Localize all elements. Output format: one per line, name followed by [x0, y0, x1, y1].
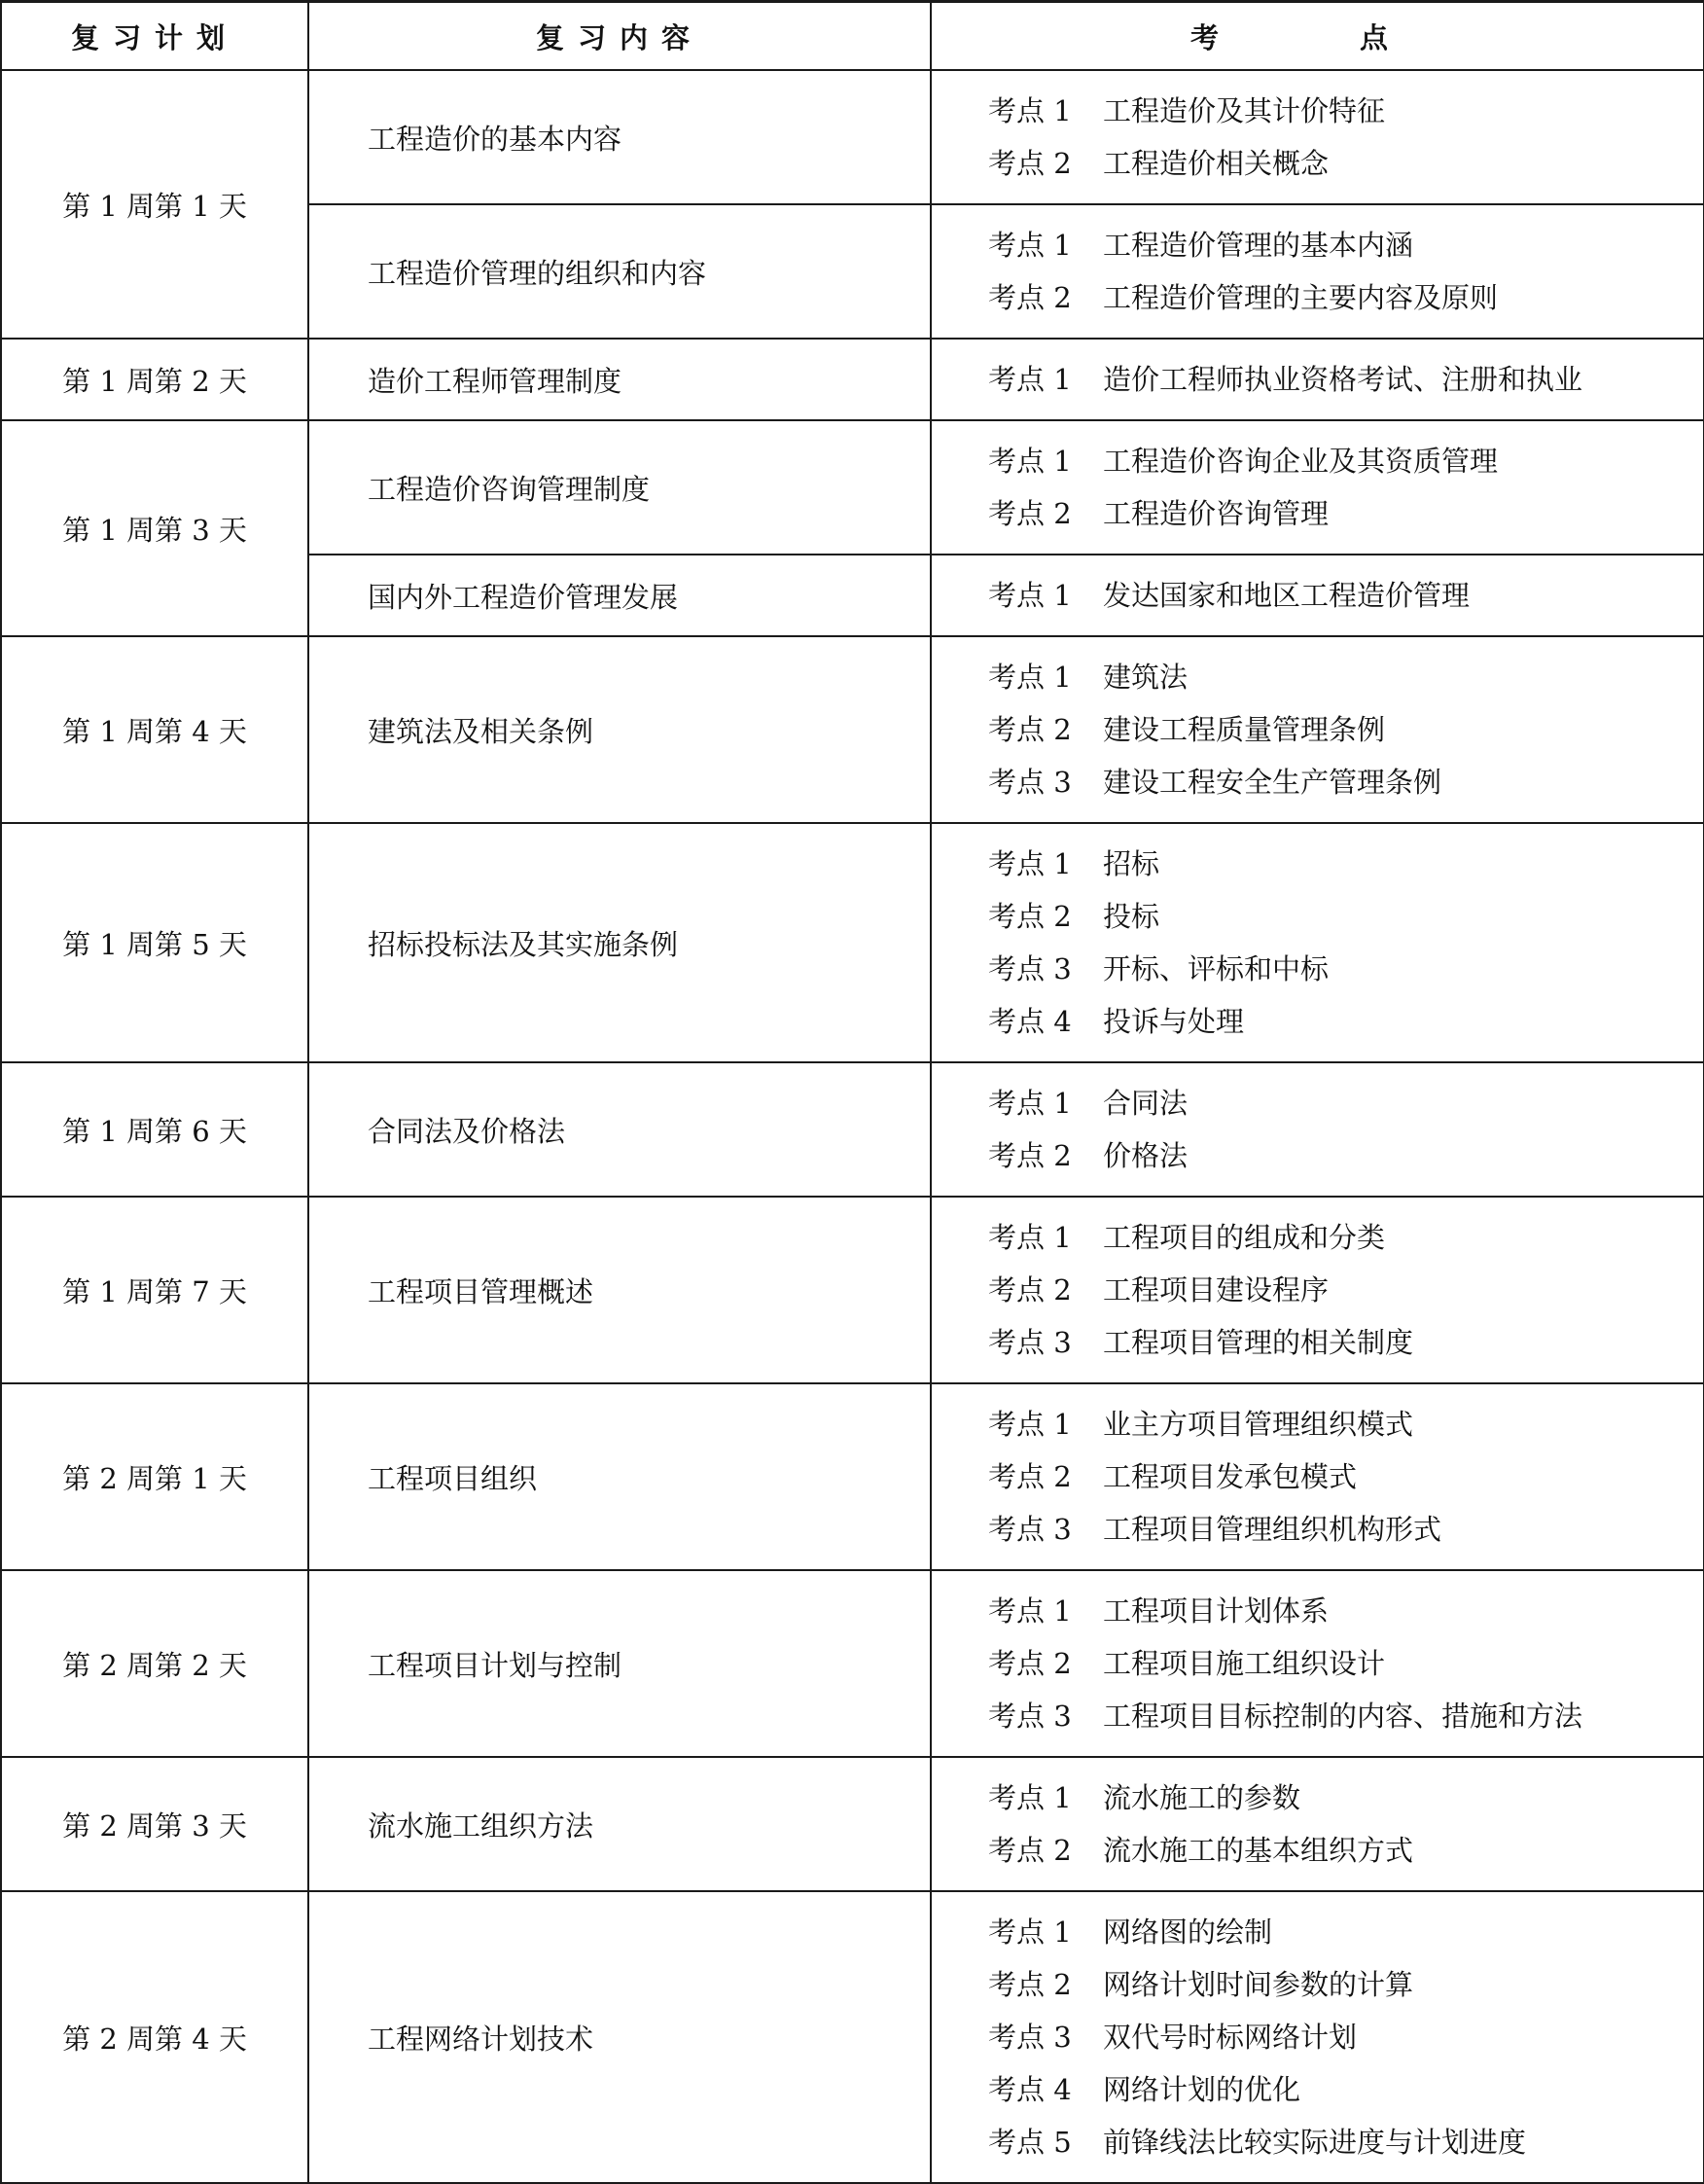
- plan-cell: 第 1 周第 1 天: [1, 70, 308, 339]
- exam-point-text: 建筑法: [1103, 661, 1189, 694]
- plan-cell: 第 2 周第 2 天: [1, 1570, 308, 1757]
- header-plan: 复习计划: [1, 2, 308, 71]
- exam-point-text: 工程造价相关概念: [1103, 147, 1330, 180]
- plan-cell: 第 1 周第 5 天: [1, 823, 308, 1062]
- exam-point: [988, 353, 1703, 406]
- points-cell: [931, 1197, 1704, 1383]
- exam-point-text: 建设工程质量管理条例: [1103, 713, 1386, 746]
- exam-point: [988, 2011, 1703, 2063]
- points-cell: [931, 555, 1704, 636]
- points-cell: [931, 1757, 1704, 1891]
- content-cell: 合同法及价格法: [308, 1062, 931, 1197]
- exam-point-label: 考点 3: [988, 2021, 1072, 2054]
- plan-cell: 第 1 周第 7 天: [1, 1197, 308, 1383]
- exam-point: [988, 435, 1703, 487]
- exam-point-text: 工程造价咨询企业及其资质管理: [1103, 445, 1499, 478]
- plan-cell: 第 1 周第 4 天: [1, 636, 308, 823]
- exam-point: [988, 1398, 1703, 1450]
- exam-point-text: 流水施工的基本组织方式: [1103, 1834, 1414, 1867]
- exam-point-text: 前锋线法比较实际进度与计划进度: [1103, 2126, 1527, 2159]
- content-cell: 工程造价咨询管理制度: [308, 420, 931, 555]
- exam-point: [988, 569, 1703, 622]
- exam-point-label: 考点 1: [988, 229, 1072, 262]
- exam-point: [988, 1906, 1703, 1958]
- exam-point-label: 考点 4: [988, 2073, 1072, 2106]
- exam-point: [988, 1772, 1703, 1824]
- points-cell: [931, 1891, 1704, 2183]
- exam-point-label: 考点 1: [988, 579, 1072, 612]
- exam-point: [988, 1211, 1703, 1264]
- exam-point: [988, 995, 1703, 1048]
- exam-point-text: 合同法: [1103, 1087, 1189, 1120]
- content-cell: 建筑法及相关条例: [308, 636, 931, 823]
- table-row: [1, 1197, 1704, 1383]
- exam-point-text: 投诉与处理: [1103, 1005, 1245, 1038]
- exam-point-text: 造价工程师执业资格考试、注册和执业: [1103, 363, 1583, 396]
- exam-point: [988, 1503, 1703, 1556]
- exam-point-text: 网络图的绘制: [1103, 1915, 1273, 1949]
- exam-point-label: 考点 1: [988, 1594, 1072, 1628]
- exam-point-text: 工程项目管理的相关制度: [1103, 1326, 1414, 1359]
- exam-point: [988, 838, 1703, 890]
- exam-point-text: 工程项目建设程序: [1103, 1273, 1330, 1307]
- exam-point-label: 考点 2: [988, 147, 1072, 180]
- points-cell: [931, 1383, 1704, 1570]
- exam-point: [988, 219, 1703, 271]
- table-row: [1, 1891, 1704, 2183]
- plan-cell: 第 1 周第 6 天: [1, 1062, 308, 1197]
- exam-point-label: 考点 1: [988, 363, 1072, 396]
- exam-point-label: 考点 3: [988, 1700, 1072, 1733]
- exam-point-text: 工程造价及其计价特征: [1103, 94, 1386, 127]
- exam-point-text: 流水施工的参数: [1103, 1781, 1301, 1814]
- exam-point: [988, 1316, 1703, 1369]
- exam-point-text: 工程项目施工组织设计: [1103, 1647, 1386, 1680]
- exam-point-text: 招标: [1103, 847, 1160, 880]
- exam-point-label: 考点 2: [988, 1273, 1072, 1307]
- content-cell: 造价工程师管理制度: [308, 339, 931, 420]
- exam-point: [988, 1958, 1703, 2011]
- exam-point: [988, 703, 1703, 756]
- points-cell: [931, 823, 1704, 1062]
- exam-point: [988, 487, 1703, 540]
- exam-point-label: 考点 1: [988, 1408, 1072, 1441]
- exam-point-text: 价格法: [1103, 1139, 1189, 1172]
- exam-point-text: 建设工程安全生产管理条例: [1103, 766, 1442, 799]
- exam-point-text: 发达国家和地区工程造价管理: [1103, 579, 1471, 612]
- exam-point-text: 工程项目目标控制的内容、措施和方法: [1103, 1700, 1583, 1733]
- exam-point-label: 考点 3: [988, 766, 1072, 799]
- header-row: [1, 2, 1704, 71]
- exam-point-text: 开标、评标和中标: [1103, 952, 1330, 985]
- exam-point-label: 考点 1: [988, 445, 1072, 478]
- table-row: [1, 70, 1704, 204]
- exam-point: [988, 1824, 1703, 1877]
- exam-point-label: 考点 2: [988, 713, 1072, 746]
- exam-point: [988, 271, 1703, 324]
- exam-point-text: 双代号时标网络计划: [1103, 2021, 1358, 2054]
- exam-point: [988, 1264, 1703, 1316]
- table-row: [1, 1062, 1704, 1197]
- content-cell: 工程项目管理概述: [308, 1197, 931, 1383]
- exam-point: [988, 1450, 1703, 1503]
- table-row: [1, 1570, 1704, 1757]
- exam-point-label: 考点 5: [988, 2126, 1072, 2159]
- table-row: [1, 1383, 1704, 1570]
- exam-point-label: 考点 2: [988, 281, 1072, 314]
- header-content: 复习内容: [308, 2, 931, 71]
- exam-point-text: 工程造价管理的主要内容及原则: [1103, 281, 1499, 314]
- exam-point: [988, 2116, 1703, 2168]
- plan-cell: 第 2 周第 1 天: [1, 1383, 308, 1570]
- exam-point-label: 考点 3: [988, 952, 1072, 985]
- header-points: 考 点: [931, 2, 1704, 71]
- exam-point-text: 工程项目的组成和分类: [1103, 1221, 1386, 1254]
- exam-point: [988, 85, 1703, 137]
- exam-point: [988, 1690, 1703, 1742]
- exam-point-text: 工程造价咨询管理: [1103, 497, 1330, 530]
- content-cell: 国内外工程造价管理发展: [308, 555, 931, 636]
- exam-point-label: 考点 1: [988, 1781, 1072, 1814]
- content-cell: 工程项目组织: [308, 1383, 931, 1570]
- content-cell: 工程网络计划技术: [308, 1891, 931, 2183]
- exam-point-label: 考点 1: [988, 661, 1072, 694]
- exam-point: [988, 756, 1703, 808]
- exam-point-label: 考点 2: [988, 1139, 1072, 1172]
- exam-point: [988, 1637, 1703, 1690]
- exam-point-text: 网络计划时间参数的计算: [1103, 1968, 1414, 2001]
- plan-cell: 第 1 周第 3 天: [1, 420, 308, 636]
- points-cell: [931, 1062, 1704, 1197]
- exam-point-text: 工程项目管理组织机构形式: [1103, 1513, 1442, 1546]
- exam-point-text: 工程项目计划体系: [1103, 1594, 1330, 1628]
- exam-point-label: 考点 1: [988, 94, 1072, 127]
- exam-point-text: 投标: [1103, 900, 1160, 933]
- table-row: [1, 823, 1704, 1062]
- table-body: [1, 70, 1704, 2183]
- content-cell: 招标投标法及其实施条例: [308, 823, 931, 1062]
- exam-point-label: 考点 2: [988, 1834, 1072, 1867]
- content-cell: 工程造价管理的组织和内容: [308, 204, 931, 339]
- exam-point-label: 考点 2: [988, 1968, 1072, 2001]
- exam-point-label: 考点 1: [988, 1221, 1072, 1254]
- exam-point: [988, 2063, 1703, 2116]
- content-cell: 工程造价的基本内容: [308, 70, 931, 204]
- content-cell: 流水施工组织方法: [308, 1757, 931, 1891]
- plan-cell: 第 1 周第 2 天: [1, 339, 308, 420]
- exam-point-label: 考点 3: [988, 1513, 1072, 1546]
- exam-point: [988, 1077, 1703, 1129]
- exam-point-label: 考点 2: [988, 1460, 1072, 1493]
- exam-point-text: 工程造价管理的基本内涵: [1103, 229, 1414, 262]
- table-row: [1, 420, 1704, 555]
- points-cell: [931, 70, 1704, 204]
- exam-point-label: 考点 1: [988, 847, 1072, 880]
- exam-point-label: 考点 1: [988, 1915, 1072, 1949]
- plan-cell: 第 2 周第 3 天: [1, 1757, 308, 1891]
- exam-point-label: 考点 4: [988, 1005, 1072, 1038]
- exam-point-label: 考点 2: [988, 900, 1072, 933]
- points-cell: [931, 204, 1704, 339]
- table-row: [1, 636, 1704, 823]
- exam-point-text: 网络计划的优化: [1103, 2073, 1301, 2106]
- exam-point-label: 考点 1: [988, 1087, 1072, 1120]
- table-row: [1, 1757, 1704, 1891]
- content-cell: 工程项目计划与控制: [308, 1570, 931, 1757]
- exam-point-text: 工程项目发承包模式: [1103, 1460, 1358, 1493]
- exam-point: [988, 137, 1703, 190]
- exam-point: [988, 651, 1703, 703]
- exam-point: [988, 943, 1703, 995]
- exam-point: [988, 1129, 1703, 1182]
- exam-point-label: 考点 2: [988, 1647, 1072, 1680]
- exam-point-label: 考点 2: [988, 497, 1072, 530]
- exam-point-label: 考点 3: [988, 1326, 1072, 1359]
- points-cell: [931, 420, 1704, 555]
- points-cell: [931, 339, 1704, 420]
- exam-point: [988, 890, 1703, 943]
- points-cell: [931, 1570, 1704, 1757]
- table-row: [1, 339, 1704, 420]
- exam-point-text: 业主方项目管理组织模式: [1103, 1408, 1414, 1441]
- exam-point: [988, 1585, 1703, 1637]
- plan-cell: 第 2 周第 4 天: [1, 1891, 308, 2183]
- points-cell: [931, 636, 1704, 823]
